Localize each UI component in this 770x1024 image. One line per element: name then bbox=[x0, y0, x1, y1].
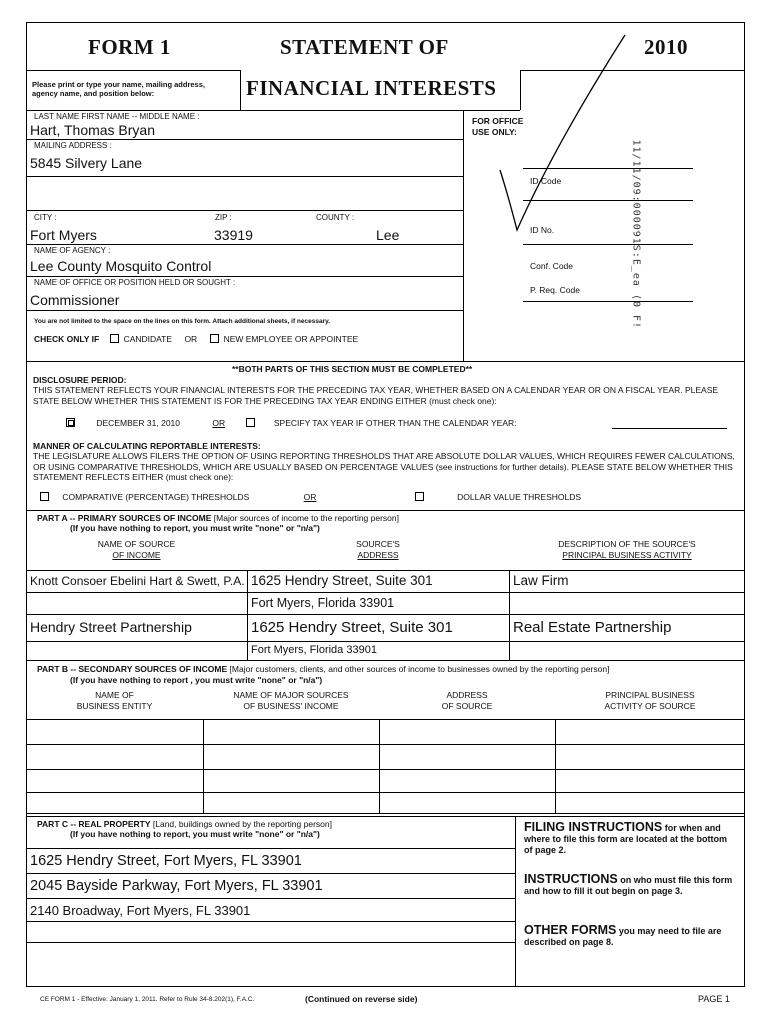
preq-code-label: P. Req. Code bbox=[530, 285, 580, 295]
dollar-checkbox[interactable] bbox=[415, 492, 424, 501]
part-b-sub-note: (If you have nothing to report , you must write "none" or "n/a") bbox=[70, 675, 323, 685]
part-a-heading-row bbox=[37, 513, 399, 524]
part-c-heading-note: [Land, buildings owned by the reporting person] bbox=[152, 819, 332, 829]
part-a-row1-name[interactable]: Knott Consoer Ebelini Hart & Swett, P.A. bbox=[30, 574, 245, 588]
part-b-heading: PART B -- SECONDARY SOURCES OF INCOME bbox=[37, 664, 228, 674]
other-forms-title: OTHER FORMS bbox=[524, 923, 617, 937]
check-only-label: CHECK ONLY IF bbox=[34, 334, 100, 344]
agency-value[interactable]: Lee County Mosquito Control bbox=[30, 258, 212, 274]
name-value[interactable]: Hart, Thomas Bryan bbox=[30, 122, 156, 138]
comparative-checkbox[interactable] bbox=[40, 492, 49, 501]
part-a-row1-activity[interactable]: Law Firm bbox=[513, 573, 569, 588]
zip-value[interactable]: 33919 bbox=[214, 227, 253, 243]
zip-label: ZIP : bbox=[215, 213, 232, 222]
city-label: CITY : bbox=[34, 213, 57, 222]
address-value[interactable]: 5845 Silvery Lane bbox=[30, 155, 143, 171]
part-c-heading: PART C -- REAL PROPERTY bbox=[37, 819, 151, 829]
county-value[interactable]: Lee bbox=[376, 227, 400, 243]
specify-year-label: SPECIFY TAX YEAR IF OTHER THAN THE CALENDAR YEAR: bbox=[273, 418, 517, 428]
footer-left: CE FORM 1 - Effective: January 1, 2011. Refer to Rule 34-8.202(1), F.A.C. bbox=[40, 996, 255, 1003]
part-b-col4-header: PRINCIPAL BUSINESS ACTIVITY OF SOURCE bbox=[604, 690, 696, 711]
property-row-2[interactable]: 2045 Bayside Parkway, Fort Myers, FL 33901 bbox=[30, 878, 323, 894]
dec31-checkbox[interactable] bbox=[66, 418, 75, 427]
period-or-label: OR bbox=[212, 418, 226, 428]
manner-heading: MANNER OF CALCULATING REPORTABLE INTERESTS: bbox=[33, 441, 261, 451]
filing-title: FILING INSTRUCTIONS bbox=[524, 820, 663, 834]
part-a-row1-address[interactable]: 1625 Hendry Street, Suite 301 bbox=[251, 573, 433, 588]
part-a-row3-activity[interactable]: Real Estate Partnership bbox=[513, 619, 672, 636]
period-options bbox=[66, 418, 517, 429]
dollar-label: DOLLAR VALUE THRESHOLDS bbox=[457, 492, 582, 502]
part-a-col3-header: DESCRIPTION OF THE SOURCE'S PRINCIPAL BUSINESS ACTIVITY bbox=[558, 539, 696, 560]
address-label: MAILING ADDRESS : bbox=[34, 141, 112, 150]
new-employee-checkbox[interactable] bbox=[210, 334, 219, 343]
part-b-col3-header: ADDRESS OF SOURCE bbox=[441, 690, 493, 711]
agency-label: NAME OF AGENCY : bbox=[34, 246, 111, 255]
city-value[interactable]: Fort Myers bbox=[30, 227, 97, 243]
manner-options bbox=[40, 492, 581, 503]
conf-code-label: Conf. Code bbox=[530, 261, 573, 271]
check-or-label: OR bbox=[184, 334, 198, 344]
filing-instructions: FILING INSTRUCTIONS for when and where to file this form are located at the bottom of page 2. bbox=[524, 820, 728, 855]
candidate-label: CANDIDATE bbox=[123, 334, 173, 344]
part-a-row3-name[interactable]: Hendry Street Partnership bbox=[30, 619, 192, 635]
name-label: LAST NAME FIRST NAME -- MIDDLE NAME : bbox=[34, 112, 200, 121]
county-label: COUNTY : bbox=[316, 213, 355, 222]
form-number: FORM 1 bbox=[88, 35, 171, 59]
part-a-heading: PART A -- PRIMARY SOURCES OF INCOME bbox=[37, 513, 212, 523]
instructions-title: INSTRUCTIONS bbox=[524, 872, 618, 886]
manner-or-label: OR bbox=[303, 492, 317, 502]
office-use-title: FOR OFFICE USE ONLY: bbox=[472, 116, 524, 137]
part-a-row4-address[interactable]: Fort Myers, Florida 33901 bbox=[251, 644, 377, 656]
id-no-label: ID No. bbox=[530, 225, 555, 235]
part-b-heading-row bbox=[37, 664, 609, 675]
property-row-3[interactable]: 2140 Broadway, Fort Myers, FL 33901 bbox=[30, 903, 251, 918]
other-forms: OTHER FORMS you may need to file are described on page 8. bbox=[524, 923, 722, 947]
check-only-row bbox=[34, 334, 358, 345]
part-a-row3-address[interactable]: 1625 Hendry Street, Suite 301 bbox=[251, 619, 453, 636]
footer-right: PAGE 1 bbox=[698, 994, 730, 1004]
new-employee-label: NEW EMPLOYEE OR APPOINTEE bbox=[223, 334, 359, 344]
specify-year-line[interactable] bbox=[612, 428, 727, 429]
part-b-col1-header: NAME OF BUSINESS ENTITY bbox=[76, 690, 153, 711]
part-a-col1-header: NAME OF SOURCE OF INCOME bbox=[97, 539, 176, 560]
dec31-label: DECEMBER 31, 2010 bbox=[96, 418, 180, 428]
period-heading: DISCLOSURE PERIOD: bbox=[33, 375, 127, 385]
specify-year-checkbox[interactable] bbox=[246, 418, 255, 427]
part-c-heading-row bbox=[37, 819, 332, 830]
print-note: Please print or type your name, mailing address, agency name, and position below: bbox=[32, 80, 205, 98]
footer-middle: (Continued on reverse side) bbox=[305, 994, 418, 1004]
candidate-checkbox[interactable] bbox=[110, 334, 119, 343]
office-stamp: 11/11/09:000091S:E_ea (0 F! bbox=[630, 139, 642, 330]
part-b-row[interactable] bbox=[26, 792, 745, 793]
header-divider bbox=[26, 70, 241, 71]
manner-text: THE LEGISLATURE ALLOWS FILERS THE OPTION OF USING REPORTING THRESHOLDS THAT ARE ABSOLUTE DOLLAR VALUES, WHICH REQUIRES FEWER CALCULATIONS, OR USING COMPARATIVE THRESHOLDS, WHICH ARE USUALLY BASED ON PERCENTAGE VALUES (see instructions for further details). PLEASE STATE BELOW WHETHER THIS STATEMENT REFLECTS EITHER (must check one): bbox=[33, 451, 735, 482]
how-to-instructions: INSTRUCTIONS on who must file this form and how to fill it out begin on page 3. bbox=[524, 872, 733, 896]
part-b-row[interactable] bbox=[26, 769, 745, 770]
office-value[interactable]: Commissioner bbox=[30, 292, 120, 308]
part-b-row[interactable] bbox=[26, 744, 745, 745]
part-a-heading-note: [Major sources of income to the reporting person] bbox=[213, 513, 399, 523]
limit-note: You are not limited to the space on the lines on this form. Attach additional sheets, if necessary. bbox=[34, 318, 331, 325]
comparative-label: COMPARATIVE (PERCENTAGE) THRESHOLDS bbox=[62, 492, 250, 502]
office-label: NAME OF OFFICE OR POSITION HELD OR SOUGHT : bbox=[34, 278, 236, 287]
part-a-row2-address[interactable]: Fort Myers, Florida 33901 bbox=[251, 596, 395, 610]
part-b-heading-note: [Major customers, clients, and other sources of income to businesses owned by the reporting person] bbox=[229, 664, 610, 674]
part-c-sub-note: (If you have nothing to report, you must write "none" or "n/a") bbox=[70, 829, 320, 839]
both-parts-note: **BOTH PARTS OF THIS SECTION MUST BE COMPLETED** bbox=[232, 364, 473, 374]
id-code-label: ID Code bbox=[530, 176, 562, 186]
part-a-col2-header: SOURCE'S ADDRESS bbox=[356, 539, 400, 560]
part-b-col2-header: NAME OF MAJOR SOURCES OF BUSINESS' INCOME bbox=[233, 690, 349, 711]
property-row-1[interactable]: 1625 Hendry Street, Fort Myers, FL 33901 bbox=[30, 853, 302, 869]
form-year: 2010 bbox=[644, 35, 688, 59]
form-title-line2: FINANCIAL INTERESTS bbox=[246, 76, 497, 100]
period-text: THIS STATEMENT REFLECTS YOUR FINANCIAL INTERESTS FOR THE PRECEDING TAX YEAR, WHETHER BASED ON A CALENDAR YEAR OR ON A FISCAL YEAR. PLEASE STATE BELOW WHETHER THIS STATEMENT IS FOR THE PRECEDING TAX YEAR ENDING EITHER (must check one): bbox=[33, 385, 719, 406]
part-a-sub-note: (If you have nothing to report, you must write "none" or "n/a") bbox=[70, 523, 320, 533]
form-title-line1: STATEMENT OF bbox=[280, 35, 449, 59]
